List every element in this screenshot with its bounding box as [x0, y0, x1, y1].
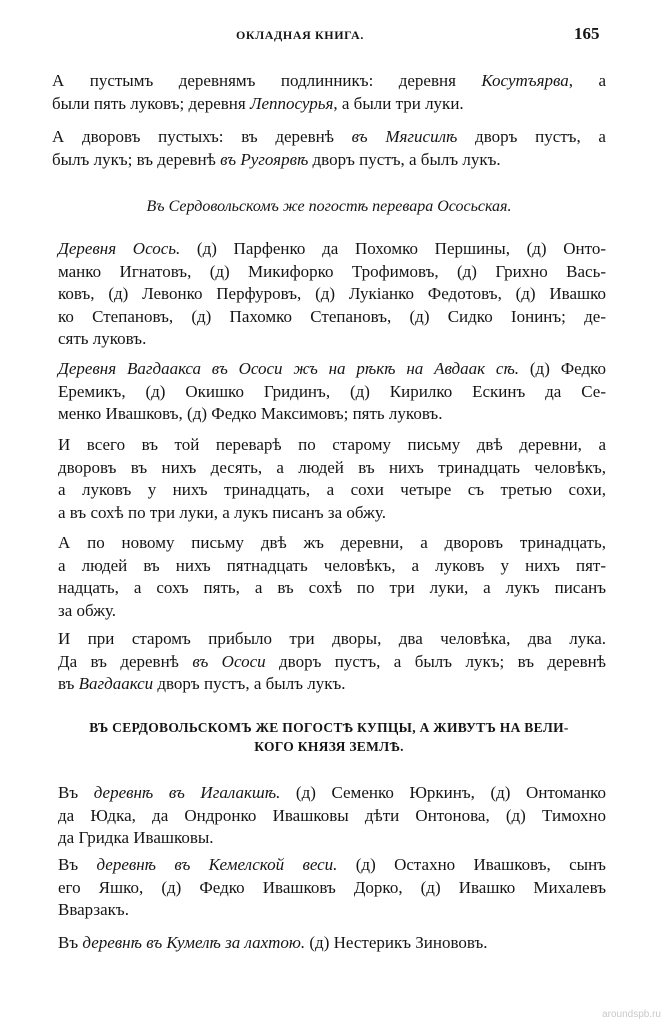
text-line: [58, 782, 606, 805]
text-line: [52, 126, 606, 149]
text-line: [52, 70, 606, 93]
heading-line: ВЪ СЕРДОВОЛЬСКОМЪ ЖЕ ПОГОСТѢ КУПЦЫ, А ЖИВУТЪ НА ВЕЛИ-: [89, 720, 569, 735]
text-line: [58, 932, 606, 955]
text-run: былъ лукъ; въ деревнѣ: [52, 149, 221, 169]
paragraph: [58, 628, 606, 696]
paragraph: [58, 932, 606, 955]
text-line: [58, 854, 606, 877]
italic-text: въ Ругоярвѣ: [220, 149, 309, 169]
text-run: И всего въ той переварѣ по старому письму двѣ деревни, а: [58, 435, 606, 454]
text-run: дворовъ въ нихъ десять, а людей въ нихъ тринадцать человѣкъ,: [58, 457, 606, 477]
paragraph: [58, 238, 606, 351]
text-line: [58, 673, 606, 696]
italic-text: деревнѣ въ Кумелѣ за лахтою.: [82, 933, 306, 952]
paragraph: [58, 532, 606, 622]
text-run: дворъ пустъ, а былъ лукъ.: [153, 674, 346, 693]
text-line: [52, 149, 606, 172]
text-run: Да въ деревнѣ: [58, 651, 193, 671]
paragraph: [58, 782, 606, 850]
text-run: , а были три луки.: [333, 93, 464, 113]
text-run: Въ: [58, 855, 97, 874]
text-line: [58, 434, 606, 457]
text-run: за обжу.: [58, 600, 117, 620]
text-run: А по новому письму двѣ жъ деревни, а дворовъ тринадцать,: [58, 533, 606, 552]
text-line: [58, 600, 606, 623]
text-run: надцать, а сохъ пять, а въ сохѣ по три луки, а лукъ писанъ: [58, 578, 606, 597]
text-line: [58, 628, 606, 651]
text-line: [58, 577, 606, 600]
text-run: были пять луковъ; деревня: [52, 93, 250, 113]
text-run: а въ сохѣ по три луки, а лукъ писанъ за обжу.: [58, 502, 386, 522]
text-run: дворъ пустъ, а: [457, 127, 606, 146]
text-line: [58, 457, 606, 480]
site-watermark: aroundspb.ru: [602, 1009, 661, 1020]
text-line: [58, 827, 606, 850]
text-run: дворъ пустъ, а былъ лукъ.: [308, 149, 501, 169]
text-run: (д) Нестерикъ Зинововъ.: [305, 933, 488, 952]
text-line: [58, 328, 606, 351]
text-run: манко Игнатовъ, (д) Микифорко Трофимовъ, (д) Грихно Вась-: [58, 261, 606, 281]
text-run: а людей въ нихъ пятнадцать человѣкъ, а луковъ у нихъ пят-: [58, 555, 606, 575]
italic-text: Деревня Осось.: [58, 239, 181, 258]
italic-text: въ Ососи: [192, 651, 266, 671]
text-run: а луковъ у нихъ тринадцать, а сохи четыре съ третью сохи,: [58, 480, 606, 499]
text-line: [58, 238, 606, 261]
text-line: [58, 532, 606, 555]
text-run: менко Ивашковъ, (д) Федко Максимовъ; пять луковъ.: [58, 404, 443, 423]
text-line: [58, 381, 606, 404]
text-run: (д) Парфенко да Похомко Першины, (д) Онто-: [180, 239, 606, 258]
text-run: Въ: [58, 783, 94, 802]
section-heading: Въ Сердовольскомъ же погостѣ перевара Ососьская.: [146, 198, 512, 215]
text-run: Въ: [58, 933, 83, 952]
text-run: А дворовъ пустыхъ: въ деревнѣ: [52, 127, 352, 146]
text-line: [58, 306, 606, 329]
text-run: сять луковъ.: [58, 329, 147, 348]
text-run: Вварзакъ.: [58, 900, 129, 919]
text-run: да Гридка Ивашковы.: [58, 828, 214, 847]
paragraph: [52, 126, 606, 171]
text-line: [58, 261, 606, 284]
text-line: [58, 502, 606, 525]
section-heading-caps: [52, 718, 606, 756]
text-run: ковъ, (д) Левонко Перфуровъ, (д) Лукіанко Федотовъ, (д) Ивашко: [58, 284, 606, 303]
text-line: [58, 283, 606, 306]
text-line: [58, 403, 606, 426]
text-run: И при старомъ прибыло три дворы, два человѣка, два лука.: [58, 629, 606, 648]
italic-text: Деревня Вагдаакса въ Ососи жъ на рѣкѣ на Авдаак сѣ.: [58, 359, 520, 378]
text-run: (д) Остахно Ивашковъ, сынъ: [337, 855, 606, 874]
text-run: да Юдка, да Ондронко Ивашковы дѣти Онтонова, (д) Тимохно: [58, 805, 606, 825]
text-run: Еремикъ, (д) Окишко Гридинъ, (д) Кирилко Ескинъ да Се-: [58, 381, 606, 401]
text-line: [58, 899, 606, 922]
paragraph: [58, 434, 606, 524]
text-line: [58, 358, 606, 381]
text-run: въ: [58, 674, 79, 693]
text-run: А пустымъ деревнямъ подлинникъ: деревня: [52, 71, 482, 90]
text-run: его Яшко, (д) Федко Ивашковъ Дорко, (д) Ивашко Михалевъ: [58, 877, 606, 897]
text-line: [58, 479, 606, 502]
italic-text: въ Мягисилѣ: [351, 127, 458, 146]
paragraph: [58, 854, 606, 922]
paragraph: [58, 358, 606, 426]
page-number: 165: [574, 24, 600, 43]
text-line: [58, 877, 606, 900]
text-line: [58, 555, 606, 578]
text-run: (д) Семенко Юркинъ, (д) Онтоманко: [280, 783, 606, 802]
paragraph: [52, 70, 606, 115]
text-run: ко Степановъ, (д) Пахомко Степановъ, (д) Сидко Іонинъ; де-: [58, 306, 606, 326]
text-line: [58, 651, 606, 674]
italic-text: деревнѣ въ Кемелской веси.: [96, 855, 338, 874]
text-run: , а: [568, 71, 607, 90]
running-title: ОКЛАДНАЯ КНИГА.: [236, 28, 364, 42]
italic-text: Вагдаакси: [78, 674, 154, 693]
italic-text: деревнѣ въ Игалакшѣ.: [93, 783, 281, 802]
text-line: [58, 805, 606, 828]
text-run: (д) Федко: [519, 359, 606, 378]
italic-text: Леппосурья: [249, 93, 334, 113]
italic-text: Косутъярва: [481, 71, 569, 90]
text-line: [52, 93, 606, 116]
heading-line: КОГО КНЯЗЯ ЗЕМЛѢ.: [254, 739, 404, 754]
text-run: дворъ пустъ, а былъ лукъ; въ деревнѣ: [265, 651, 606, 671]
